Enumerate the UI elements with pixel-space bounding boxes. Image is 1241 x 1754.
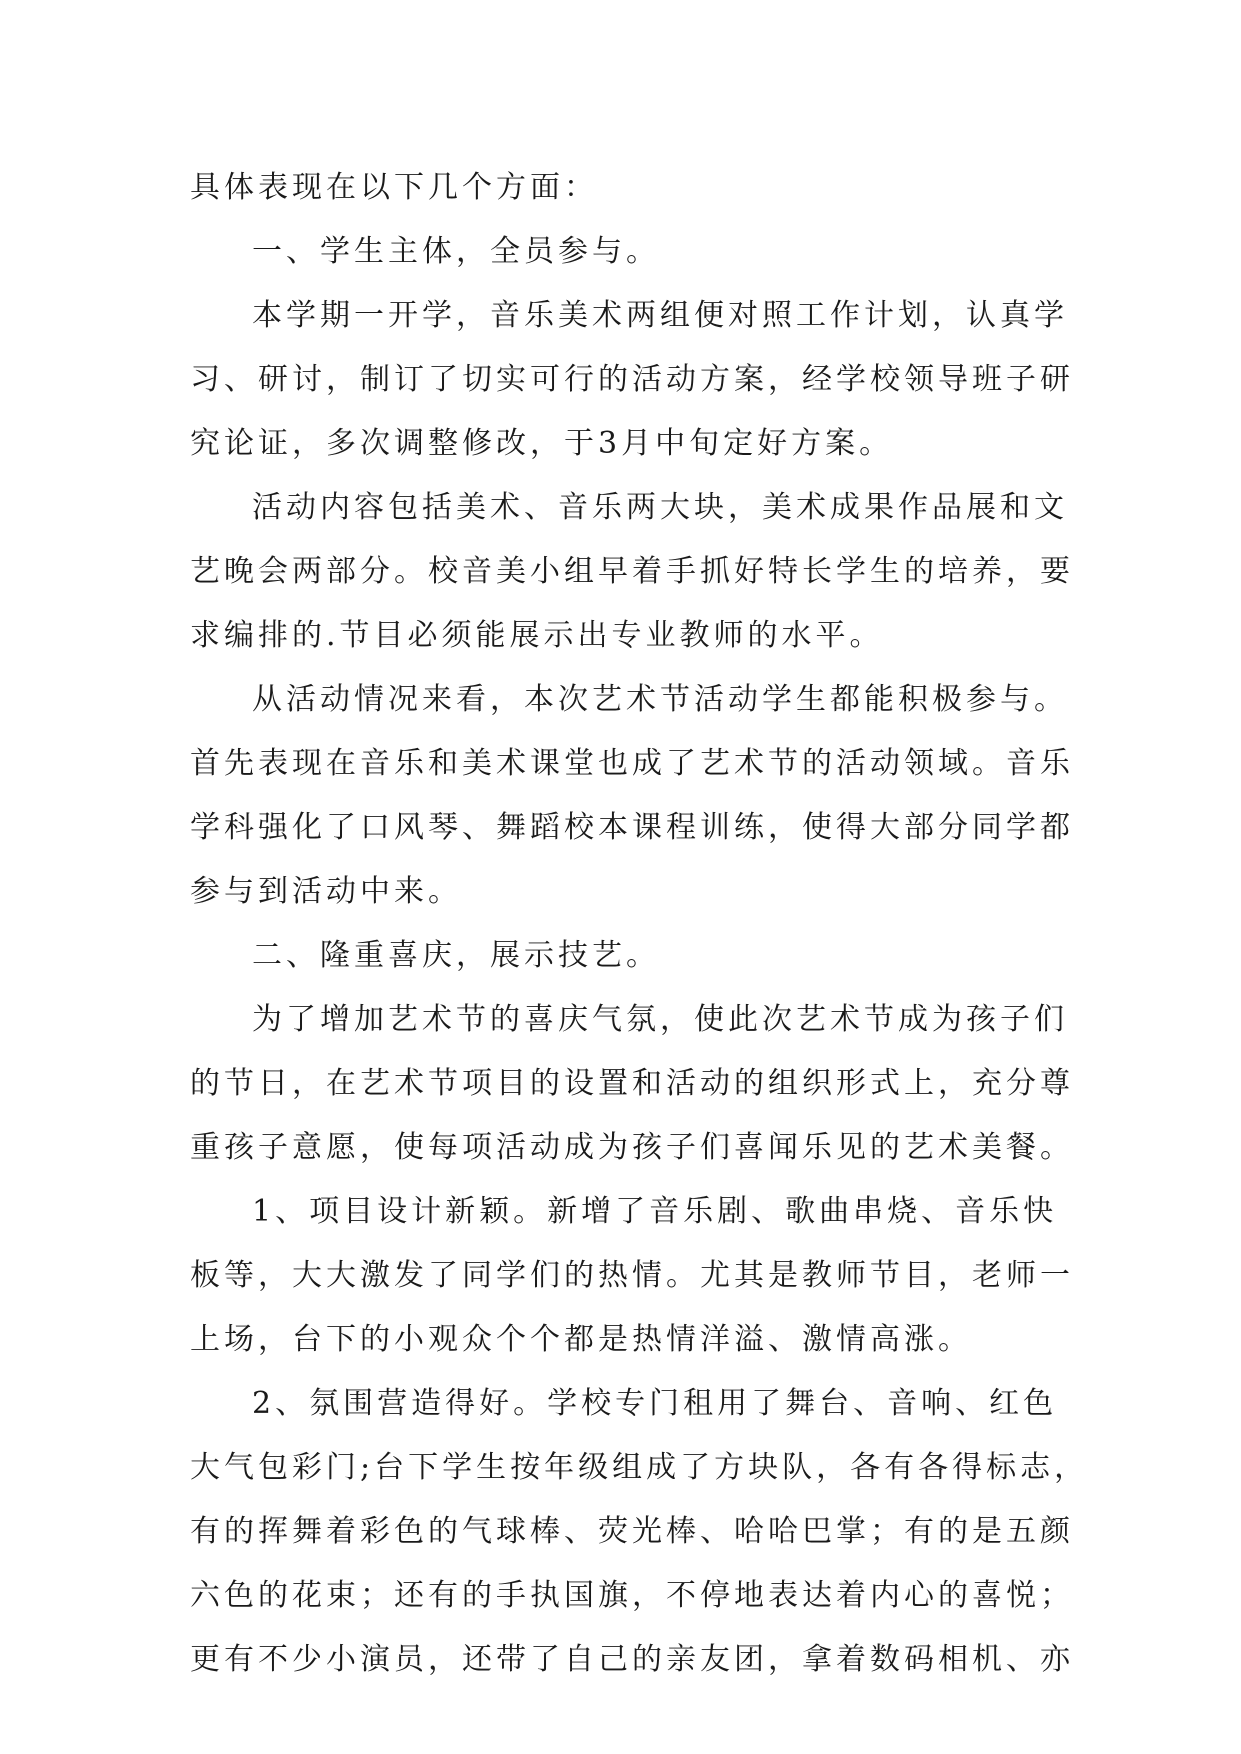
text-line: 究论证，多次调整修改，于3月中旬定好方案。 [190, 426, 894, 461]
text-line: 首先表现在音乐和美术课堂也成了艺术节的活动领域。音乐 [190, 746, 1074, 781]
text-line: 习、研讨，制订了切实可行的活动方案，经学校领导班子研 [190, 362, 1074, 397]
text-line: 学科强化了口风琴、舞蹈校本课程训练，使得大部分同学都 [190, 810, 1074, 845]
text-line: 为了增加艺术节的喜庆气氛，使此次艺术节成为孩子们 [252, 1002, 1068, 1037]
text-line: 从活动情况来看，本次艺术节活动学生都能积极参与。 [252, 682, 1068, 717]
text-line: 有的挥舞着彩色的气球棒、荧光棒、哈哈巴掌；有的是五颜 [190, 1514, 1074, 1549]
text-line: 活动内容包括美术、音乐两大块，美术成果作品展和文 [252, 490, 1068, 525]
text-line: 更有不少小演员，还带了自己的亲友团，拿着数码相机、亦 [190, 1642, 1074, 1677]
text-line: 重孩子意愿，使每项活动成为孩子们喜闻乐见的艺术美餐。 [190, 1130, 1074, 1165]
text-line: 艺晚会两部分。校音美小组早着手抓好特长学生的培养，要 [190, 554, 1074, 589]
section-heading: 一、学生主体，全员参与。 [252, 234, 660, 269]
text-line: 本学期一开学，音乐美术两组便对照工作计划，认真学 [252, 298, 1068, 333]
text-line: 具体表现在以下几个方面： [190, 170, 598, 205]
text-line: 参与到活动中来。 [190, 874, 462, 909]
text-line: 板等，大大激发了同学们的热情。尤其是教师节目，老师一 [190, 1258, 1074, 1293]
text-line: 求编排的.节目必须能展示出专业教师的水平。 [190, 618, 884, 653]
text-line: 上场，台下的小观众个个都是热情洋溢、激情高涨。 [190, 1322, 972, 1357]
text-line: 的节日，在艺术节项目的设置和活动的组织形式上，充分尊 [190, 1066, 1074, 1101]
text-line: 大气包彩门;台下学生按年级组成了方块队，各有各得标志， [190, 1450, 1089, 1485]
text-line: 六色的花束；还有的手执国旗，不停地表达着内心的喜悦； [190, 1578, 1074, 1613]
text-line: 2、氛围营造得好。学校专门租用了舞台、音响、红色 [252, 1386, 1058, 1421]
section-heading: 二、隆重喜庆，展示技艺。 [252, 938, 660, 973]
text-line: 1、项目设计新颖。新增了音乐剧、歌曲串烧、音乐快 [252, 1194, 1058, 1229]
